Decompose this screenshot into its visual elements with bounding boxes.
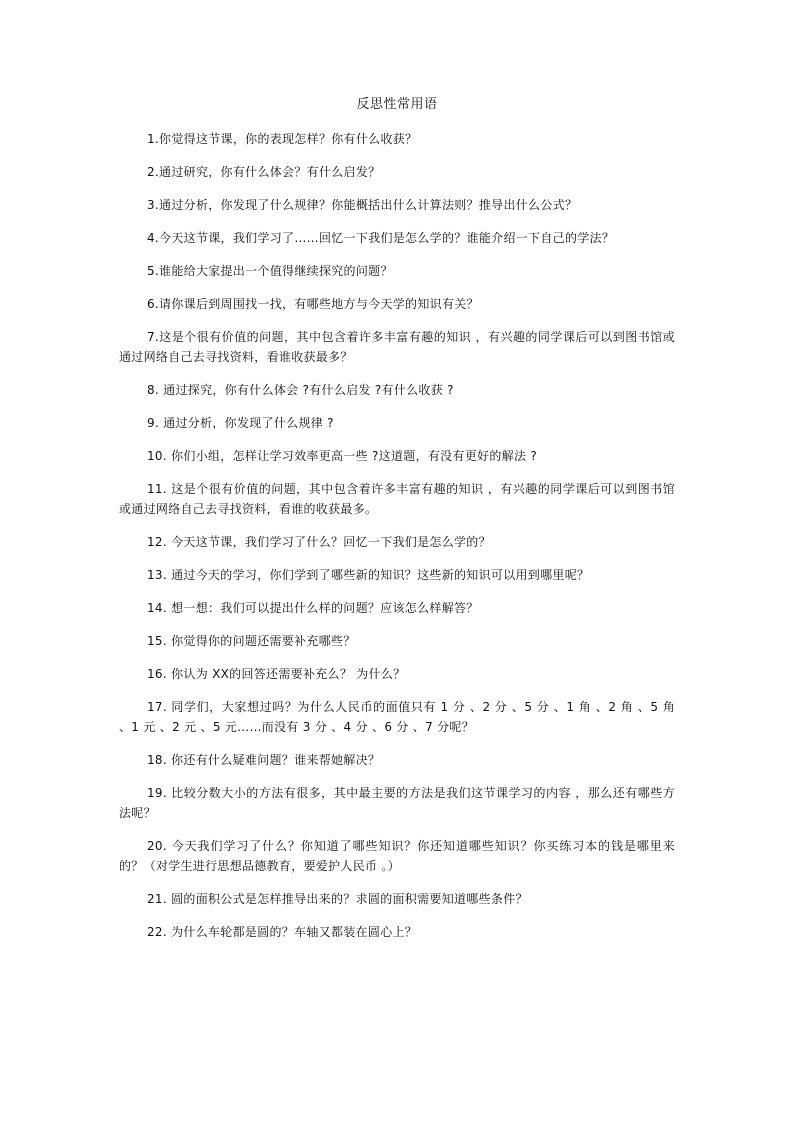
question-item: 1.你觉得这节课，你的表现怎样？你有什么收获？ [147,132,418,146]
question-item: 5.谁能给大家提出一个值得继续探究的问题？ [147,264,393,278]
question-item: 18. 你还有什么疑难问题？谁来帮她解决？ [147,753,381,767]
question-item: 8. 通过探究，你有什么体会 ?有什么启发 ?有什么收获 ? [147,383,454,397]
question-item: 2.通过研究，你有什么体会？有什么启发？ [147,165,381,179]
question-item: 14. 想一想：我们可以提出什么样的问题？应该怎么样解答？ [147,601,479,615]
question-item: 4.今天这节课，我们学习了……回忆一下我们是怎么学的？谁能介绍一下自己的学法？ [147,231,615,245]
question-item: 7.这是个很有价值的问题，其中包含着许多丰富有趣的知识 ，有兴趣的同学课后可以到图书馆或通过网络自己去寻找资料，看谁收获最多？ [119,330,675,364]
question-item: 20. 今天我们学习了什么？你知道了哪些知识？你还知道哪些知识？你买练习本的钱是哪里来的？（对学生进行思想品德教育，要爱护人民币 。） [119,839,675,873]
question-item: 21. 圆的面积公式是怎样推导出来的？求圆的面积需要知道哪些条件？ [147,892,528,906]
question-item: 16. 你认为 XX的回答还需要补充么？ 为什么？ [147,667,406,681]
question-item: 6.请你课后到周围找一找，有哪些地方与今天学的知识有关？ [147,297,479,311]
question-item: 22. 为什么车轮都是圆的？车轴又都装在圆心上？ [147,925,418,939]
question-item: 17. 同学们，大家想过吗？为什么人民币的面值只有 1 分 、2 分 、5 分 、1 角 、2 角 、5 角 、1 元 、2 元 、5 元……而没有 3 分 、4 分 、6 分 、7 分呢？ [119,700,675,734]
question-item: 15. 你觉得你的问题还需要补充哪些？ [147,634,356,648]
question-item: 9. 通过分析，你发现了什么规律 ? [147,416,334,430]
question-item: 10. 你们小组，怎样让学习效率更高一些 ?这道题，有没有更好的解法 ? [147,449,538,463]
question-item: 11. 这是个很有价值的问题，其中包含着许多丰富有趣的知识 ，有兴趣的同学课后可以到图书馆或通过网络自己去寻找资料，看谁的收获最多。 [119,482,675,516]
question-item: 12. 今天这节课，我们学习了什么？回忆一下我们是怎么学的？ [147,535,491,549]
question-list [119,129,675,955]
question-item: 13. 通过今天的学习，你们学到了哪些新的知识？这些新的知识可以用到哪里呢？ [147,568,590,582]
question-item: 3.通过分析，你发现了什么规律？你能概括出什么计算法则？推导出什么公式？ [147,198,578,212]
question-item: 19. 比较分数大小的方法有很多，其中最主要的方法是我们这节课学习的内容 ，那么还有哪些方法呢？ [119,786,675,820]
document-title: 反思性常用语 [356,97,438,112]
